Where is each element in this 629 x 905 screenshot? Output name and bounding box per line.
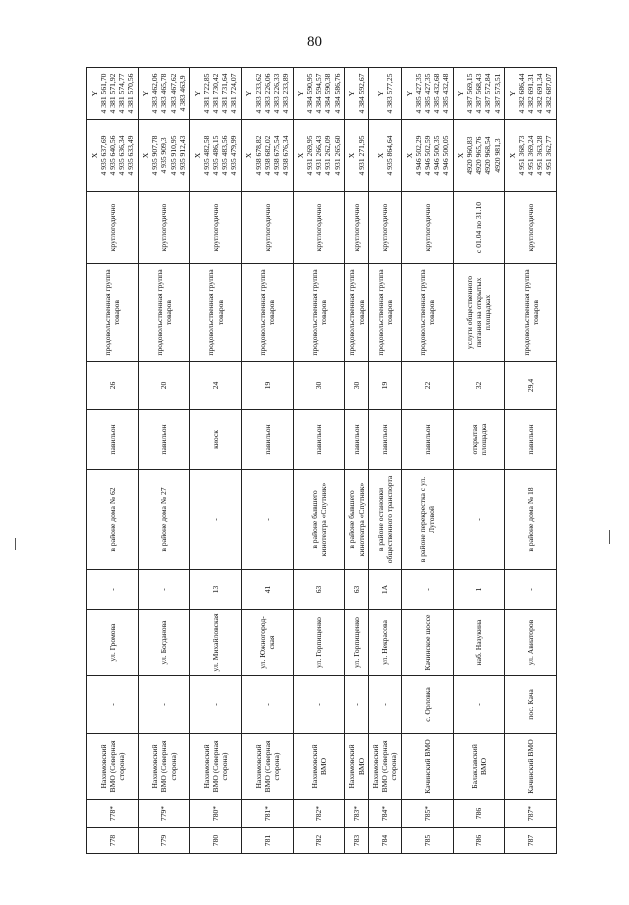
table-row xyxy=(453,68,505,854)
cell-code: 781* xyxy=(241,800,293,828)
cell-area: 19 xyxy=(241,362,293,410)
cell-period: круглогодично xyxy=(138,192,190,264)
cell-period: круглогодично xyxy=(401,192,453,264)
cell-num: 780 xyxy=(190,828,242,854)
coord-y-value: 4 387 569,15 xyxy=(465,73,475,114)
coord-y-value: 4 381 571,92 xyxy=(107,73,117,114)
cell-coord-x xyxy=(241,120,293,192)
coord-x-value: 4 935 483,56 xyxy=(220,135,230,176)
coord-x-value: X xyxy=(192,152,202,159)
coord-y-value: Y xyxy=(347,90,357,97)
cell-specialization: продовольственная группа товаров xyxy=(345,264,369,362)
coord-y-value: Y xyxy=(296,90,306,97)
cell-settlement: - xyxy=(138,676,190,734)
table-row xyxy=(345,68,369,854)
cell-landmark: в районе остановки общественного транспорта xyxy=(368,470,401,570)
coord-y-value: 4 381 730,42 xyxy=(211,73,221,114)
coord-x-value: 4 935 907,78 xyxy=(150,135,160,176)
table-row xyxy=(138,68,190,854)
cell-coord-y xyxy=(453,68,505,120)
cell-code: 783* xyxy=(345,800,369,828)
coord-x-value: 4920 968,54 xyxy=(483,136,493,175)
coord-y-value: 4 387 568,43 xyxy=(474,73,484,114)
page-number: 80 xyxy=(307,34,322,50)
cell-house: - xyxy=(138,570,190,610)
coord-y-value: 4 387 572,84 xyxy=(483,73,493,114)
coord-y-value: 4 383 233,89 xyxy=(280,73,290,114)
cell-district: Нахимовский ВМО (Северная сторона) xyxy=(368,734,401,800)
table-row xyxy=(241,68,293,854)
coord-x-value: 4 935 640,56 xyxy=(107,135,117,176)
cell-area: 26 xyxy=(87,362,139,410)
cell-coord-y xyxy=(138,68,190,120)
cell-area: 19 xyxy=(368,362,401,410)
cell-area: 29,4 xyxy=(505,362,557,410)
coord-y-value: 4 385 432,68 xyxy=(431,73,441,114)
cell-object-type: павильон xyxy=(345,410,369,470)
coord-x-value: 4 935 636,34 xyxy=(116,135,126,176)
coord-x-value: X xyxy=(507,152,517,159)
coord-x-value: 4920 981,3 xyxy=(492,138,502,173)
cell-code: 779* xyxy=(138,800,190,828)
cell-landmark: в районе дома № 27 xyxy=(138,470,190,570)
cell-landmark: в районе перекрестка с ул. Луговой xyxy=(401,470,453,570)
cell-object-type: павильон xyxy=(87,410,139,470)
cell-period: круглогодично xyxy=(293,192,345,264)
cell-settlement: с. Орловка xyxy=(401,676,453,734)
cell-house: 1 xyxy=(453,570,505,610)
cell-street: ул. Горпищенко xyxy=(293,610,345,676)
cell-settlement: - xyxy=(345,676,369,734)
coord-x-value: 4 951 369,24 xyxy=(526,135,536,176)
coord-x-value: 4 931 265,60 xyxy=(332,135,342,176)
coord-y-value: 4 381 561,70 xyxy=(98,73,108,114)
table-row xyxy=(505,68,557,854)
cell-street: ул. Горпищенко xyxy=(345,610,369,676)
coord-y-value: 4 382 687,07 xyxy=(544,73,554,114)
coord-y-value: 4 383 467,62 xyxy=(168,73,178,114)
coord-x-value: 4 951 363,28 xyxy=(535,135,545,176)
cell-period: круглогодично xyxy=(241,192,293,264)
coord-y-value: 4 383 226,06 xyxy=(262,73,272,114)
coord-x-value: 4 938 678,82 xyxy=(253,135,263,176)
cell-code: 786 xyxy=(453,800,505,828)
coord-y-value: Y xyxy=(375,90,385,97)
table-row xyxy=(293,68,345,854)
cell-object-type: павильон xyxy=(138,410,190,470)
cell-settlement: - xyxy=(453,676,505,734)
cell-num: 779 xyxy=(138,828,190,854)
cell-code: 780* xyxy=(190,800,242,828)
coord-x-value: 4 946 500,35 xyxy=(431,135,441,176)
cell-house: - xyxy=(87,570,139,610)
cell-district: Качинский ВМО xyxy=(505,734,557,800)
cell-object-type: павильон xyxy=(505,410,557,470)
cell-coord-y xyxy=(368,68,401,120)
coord-x-value: X xyxy=(296,152,306,159)
coord-x-value: 4 946 502,29 xyxy=(413,135,423,176)
cell-coord-y xyxy=(241,68,293,120)
cell-object-type: павильон xyxy=(241,410,293,470)
coord-y-value: 4 384 592,67 xyxy=(356,73,366,114)
cell-num: 782 xyxy=(293,828,345,854)
coord-y-value: Y xyxy=(192,90,202,97)
coord-y-value: 4 385 427,35 xyxy=(413,73,423,114)
cell-settlement: - xyxy=(87,676,139,734)
cell-specialization: продовольственная группа товаров xyxy=(87,264,139,362)
cell-settlement: - xyxy=(190,676,242,734)
cell-object-type: открытая площадка xyxy=(453,410,505,470)
cell-object-type: павильон xyxy=(401,410,453,470)
cell-coord-y xyxy=(87,68,139,120)
cell-area: 32 xyxy=(453,362,505,410)
cell-code: 778* xyxy=(87,800,139,828)
cell-period: круглогодично xyxy=(505,192,557,264)
cell-object-type: павильон xyxy=(368,410,401,470)
coord-x-value: 4 931 266,43 xyxy=(314,135,324,176)
cell-coord-x xyxy=(87,120,139,192)
table-row xyxy=(87,68,139,854)
cell-area: 30 xyxy=(293,362,345,410)
cell-area: 24 xyxy=(190,362,242,410)
cell-code: 785* xyxy=(401,800,453,828)
coord-x-value: 4 938 682,02 xyxy=(262,135,272,176)
coord-y-value: 4 381 570,56 xyxy=(125,73,135,114)
cell-district: Нахимовский ВМО (Северная сторона) xyxy=(138,734,190,800)
coord-x-value: 4 935 912,43 xyxy=(177,135,187,176)
cell-specialization: услуги общественного питания на открытых площадках xyxy=(453,264,505,362)
cell-coord-x xyxy=(368,120,401,192)
cell-num: 783 xyxy=(345,828,369,854)
coord-x-value: 4 935 633,49 xyxy=(125,135,135,176)
coord-y-value: 4 384 590,95 xyxy=(305,73,315,114)
coord-y-value: 4 383 465,78 xyxy=(159,73,169,114)
coord-x-value: X xyxy=(456,152,466,159)
cell-coord-x xyxy=(293,120,345,192)
cell-coord-y xyxy=(401,68,453,120)
rotated-table-container xyxy=(86,68,557,854)
cell-coord-y xyxy=(345,68,369,120)
cell-code: 782* xyxy=(293,800,345,828)
cell-object-type: павильон xyxy=(293,410,345,470)
cell-landmark: - xyxy=(190,470,242,570)
cell-num: 778 xyxy=(87,828,139,854)
coord-x-value: X xyxy=(404,152,414,159)
coord-y-value: 4 381 731,64 xyxy=(220,73,230,114)
coord-y-value: 4 382 691,34 xyxy=(535,73,545,114)
placement-table xyxy=(86,67,557,854)
cell-period: круглогодично xyxy=(345,192,369,264)
coord-y-value: 4 382 686,44 xyxy=(516,73,526,114)
coord-x-value: X xyxy=(244,152,254,159)
coord-y-value: 4 384 590,38 xyxy=(323,73,333,114)
coord-y-value: 4 381 724,07 xyxy=(229,73,239,114)
coord-x-value: X xyxy=(89,152,99,159)
coord-x-value: X xyxy=(141,152,151,159)
cell-street: ул. Некрасова xyxy=(368,610,401,676)
cell-district: Нахимовский ВМО xyxy=(293,734,345,800)
cell-object-type: киоск xyxy=(190,410,242,470)
coord-x-value: 4920 960,83 xyxy=(465,136,475,175)
coord-x-value: 4 935 909,3 xyxy=(159,137,169,174)
coord-y-value: 4 383 577,25 xyxy=(384,73,394,114)
cell-coord-y xyxy=(293,68,345,120)
cell-coord-y xyxy=(505,68,557,120)
cell-period: круглогодично xyxy=(190,192,242,264)
coord-y-value: Y xyxy=(456,90,466,97)
coord-y-value: Y xyxy=(244,90,254,97)
cell-specialization: продовольственная группа товаров xyxy=(190,264,242,362)
cell-street: ул. Громова xyxy=(87,610,139,676)
cell-street: ул. Богданова xyxy=(138,610,190,676)
cell-specialization: продовольственная группа товаров xyxy=(401,264,453,362)
cell-street: ул. Михайловская xyxy=(190,610,242,676)
cell-code: 784* xyxy=(368,800,401,828)
cell-settlement: - xyxy=(293,676,345,734)
cell-landmark: в районе бывшего кинотеатра «Спутник» xyxy=(345,470,369,570)
cell-house: 1А xyxy=(368,570,401,610)
cell-house: 63 xyxy=(293,570,345,610)
coord-x-value: 4 931 262,09 xyxy=(323,135,333,176)
cell-landmark: в районе бывшего кинотеатра «Спутник» xyxy=(293,470,345,570)
coord-y-value: Y xyxy=(404,90,414,97)
cell-house: 63 xyxy=(345,570,369,610)
coord-x-value: 4920 965,76 xyxy=(474,136,484,175)
cell-code: 787* xyxy=(505,800,557,828)
coord-y-value: 4 382 691,31 xyxy=(526,73,536,114)
cell-specialization: продовольственная группа товаров xyxy=(293,264,345,362)
table-body xyxy=(87,68,557,854)
cell-settlement: - xyxy=(241,676,293,734)
cell-house: 41 xyxy=(241,570,293,610)
cell-district: Нахимовский ВМО xyxy=(345,734,369,800)
cell-area: 20 xyxy=(138,362,190,410)
coord-y-value: 4 384 594,57 xyxy=(314,73,324,114)
coord-x-value: 4 931 269,95 xyxy=(305,135,315,176)
cell-coord-x xyxy=(505,120,557,192)
cell-specialization: продовольственная группа товаров xyxy=(241,264,293,362)
cell-num: 781 xyxy=(241,828,293,854)
cell-coord-x xyxy=(345,120,369,192)
cell-district: Балаклавский ВМО xyxy=(453,734,505,800)
coord-x-value: 4 938 676,34 xyxy=(280,135,290,176)
cell-area: 30 xyxy=(345,362,369,410)
margin-mark xyxy=(15,538,16,550)
cell-district: Нахимовский ВМО (Северная сторона) xyxy=(190,734,242,800)
cell-street: ул. Южногород-ская xyxy=(241,610,293,676)
coord-y-value: 4 383 463,9 xyxy=(177,75,187,112)
cell-house: 13 xyxy=(190,570,242,610)
cell-district: Нахимовский ВМО (Северная сторона) xyxy=(241,734,293,800)
coord-x-value: 4 935 486,15 xyxy=(211,135,221,176)
cell-num: 784 xyxy=(368,828,401,854)
cell-street: Качинское шоссе xyxy=(401,610,453,676)
coord-x-value: 4 946 500,05 xyxy=(440,135,450,176)
cell-specialization: продовольственная группа товаров xyxy=(138,264,190,362)
cell-period: круглогодично xyxy=(87,192,139,264)
cell-coord-x xyxy=(453,120,505,192)
coord-y-value: 4 387 573,51 xyxy=(492,73,502,114)
coord-x-value: 4 938 675,54 xyxy=(271,135,281,176)
cell-landmark: в районе дома № 18 xyxy=(505,470,557,570)
cell-specialization: продовольственная группа товаров xyxy=(368,264,401,362)
cell-area: 22 xyxy=(401,362,453,410)
coord-y-value: 4 383 233,62 xyxy=(253,73,263,114)
cell-house: - xyxy=(401,570,453,610)
coord-x-value: 4 935 910,95 xyxy=(168,135,178,176)
cell-landmark: - xyxy=(241,470,293,570)
cell-specialization: продовольственная группа товаров xyxy=(505,264,557,362)
cell-street: ул. Авиаторов xyxy=(505,610,557,676)
coord-y-value: 4 383 226,33 xyxy=(271,73,281,114)
coord-y-value: Y xyxy=(141,90,151,97)
cell-num: 787 xyxy=(505,828,557,854)
cell-street: наб. Назукина xyxy=(453,610,505,676)
cell-house: - xyxy=(505,570,557,610)
cell-period: круглогодично xyxy=(368,192,401,264)
cell-settlement: пос. Кача xyxy=(505,676,557,734)
cell-district: Нахимовский ВМО (Северная сторона) xyxy=(87,734,139,800)
cell-num: 786 xyxy=(453,828,505,854)
coord-y-value: 4 383 462,06 xyxy=(150,73,160,114)
coord-x-value: 4 931 271,95 xyxy=(356,135,366,176)
coord-y-value: 4 385 432,48 xyxy=(440,73,450,114)
cell-coord-y xyxy=(190,68,242,120)
cell-coord-x xyxy=(190,120,242,192)
coord-x-value: X xyxy=(347,152,357,159)
cell-landmark: в районе дома № 62 xyxy=(87,470,139,570)
cell-district: Качинский ВМО xyxy=(401,734,453,800)
table-row xyxy=(401,68,453,854)
margin-mark xyxy=(609,530,610,544)
coord-y-value: 4 384 586,76 xyxy=(332,73,342,114)
coord-x-value: 4 951 362,77 xyxy=(544,135,554,176)
coord-x-value: X xyxy=(375,152,385,159)
cell-num: 785 xyxy=(401,828,453,854)
cell-coord-x xyxy=(138,120,190,192)
coord-x-value: 4 935 479,99 xyxy=(229,135,239,176)
coord-y-value: 4 381 722,85 xyxy=(201,73,211,114)
coord-x-value: 4 935 482,58 xyxy=(201,135,211,176)
cell-period: с 01.04 по 31.10 xyxy=(453,192,505,264)
cell-settlement: - xyxy=(368,676,401,734)
cell-coord-x xyxy=(401,120,453,192)
coord-x-value: 4 935 864,64 xyxy=(384,135,394,176)
coord-y-value: 4 381 574,77 xyxy=(116,73,126,114)
coord-y-value: 4 385 427,35 xyxy=(422,73,432,114)
table-row xyxy=(190,68,242,854)
coord-y-value: Y xyxy=(89,90,99,97)
table-row xyxy=(368,68,401,854)
coord-x-value: 4 935 637,69 xyxy=(98,135,108,176)
cell-landmark: - xyxy=(453,470,505,570)
coord-x-value: 4 951 368,73 xyxy=(516,135,526,176)
coord-y-value: Y xyxy=(507,90,517,97)
coord-x-value: 4 946 502,59 xyxy=(422,135,432,176)
